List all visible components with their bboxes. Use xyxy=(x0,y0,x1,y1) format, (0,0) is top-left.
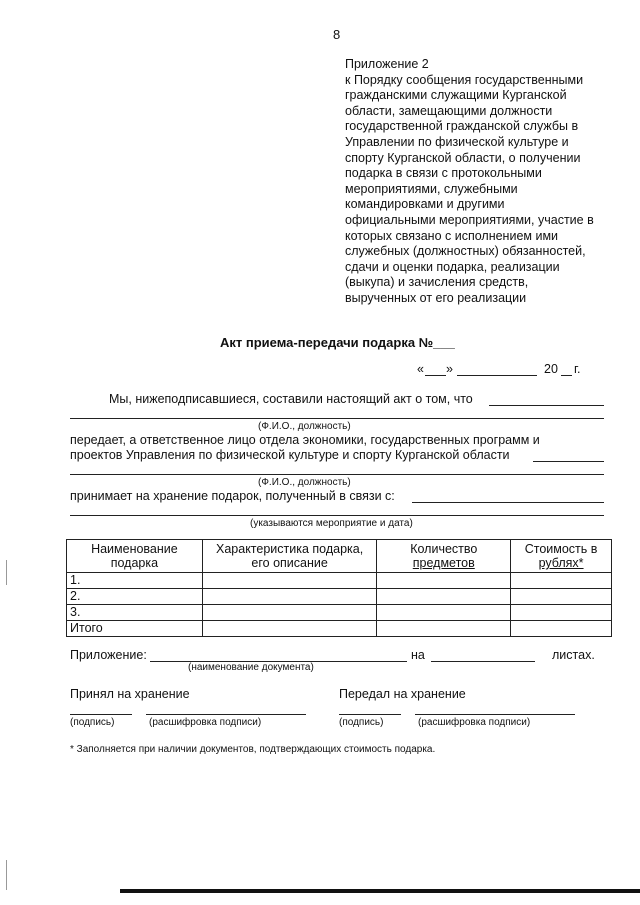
appendix-line: к Порядку сообщения государственными xyxy=(345,72,584,87)
col-header-cost xyxy=(511,540,612,573)
table-cell[interactable]: Итого xyxy=(67,621,203,637)
accepts-text: принимает на хранение подарок, полученный в связи с: xyxy=(70,489,395,503)
footnote: * Заполняется при наличии документов, подтверждающих стоимость подарка. xyxy=(70,744,436,755)
intro-fill-field[interactable] xyxy=(489,405,604,406)
receiver-fio-field[interactable] xyxy=(70,474,604,475)
scan-margin-mark xyxy=(6,860,7,890)
col-header-cost-line2: рублях* xyxy=(538,556,584,570)
table-cell[interactable] xyxy=(202,589,377,605)
event-date-field[interactable] xyxy=(70,515,604,516)
col-header-cost-line1: Стоимость в xyxy=(524,542,598,556)
appendix-line: области, замещающими должности xyxy=(345,103,553,118)
appendix-line: (выкупа) и зачисления средств, xyxy=(345,275,529,290)
table-row xyxy=(67,589,612,605)
table-cell[interactable] xyxy=(202,621,377,637)
table-cell[interactable] xyxy=(377,605,511,621)
accepted-signature-field[interactable] xyxy=(70,714,132,715)
accepted-decoding-note: (расшифровка подписи) xyxy=(149,717,262,728)
fio-note-2: (Ф.И.О., должность) xyxy=(258,477,351,488)
table-cell[interactable] xyxy=(511,589,612,605)
attachment-label: Приложение: xyxy=(70,648,147,662)
table-cell[interactable]: 3. xyxy=(67,605,203,621)
table-cell[interactable]: 2. xyxy=(67,589,203,605)
table-cell[interactable]: 1. xyxy=(67,573,203,589)
col-header-description-line1: Характеристика подарка, xyxy=(216,542,364,556)
table-cell[interactable] xyxy=(377,589,511,605)
col-header-description-line2: его описание xyxy=(251,556,328,570)
attachment-sheets: листах. xyxy=(552,648,595,662)
table-row xyxy=(67,605,612,621)
scan-bottom-edge xyxy=(120,889,640,893)
date-year-suffix: г. xyxy=(574,362,581,376)
table-total-row xyxy=(67,621,612,637)
table-cell[interactable] xyxy=(511,621,612,637)
accepted-decoding-field[interactable] xyxy=(146,714,306,715)
table-cell[interactable] xyxy=(202,605,377,621)
col-header-name-line2: подарка xyxy=(110,556,159,570)
document-title: Акт приема-передачи подарка №___ xyxy=(220,335,455,350)
appendix-line: которых связано с исполнением ими xyxy=(345,228,559,243)
table-cell[interactable] xyxy=(511,605,612,621)
appendix-line: вырученных от его реализации xyxy=(345,290,527,305)
table-header-row xyxy=(67,540,612,573)
transfers-text-1: передает, а ответственное лицо отдела экономики, государственных программ и xyxy=(70,433,540,447)
page-number: 8 xyxy=(333,27,341,42)
appendix-line: подарка в связи с протокольными xyxy=(345,166,542,181)
appendix-line: Приложение 2 xyxy=(345,57,429,71)
appendix-line: гражданскими служащими Курганской xyxy=(345,88,567,103)
col-header-quantity xyxy=(377,540,511,573)
fio-note-1: (Ф.И.О., должность) xyxy=(258,421,351,432)
handed-signature-field[interactable] xyxy=(339,714,401,715)
col-header-description xyxy=(202,540,377,573)
handed-decoding-note: (расшифровка подписи) xyxy=(418,717,531,728)
appendix-line: государственной гражданской службы в xyxy=(345,119,579,134)
date-year-field[interactable] xyxy=(561,375,572,376)
table-cell[interactable] xyxy=(511,573,612,589)
intro-text: Мы, нижеподписавшиеся, составили настоящий акт о том, что xyxy=(109,392,473,406)
col-header-quantity-line1: Количество xyxy=(410,542,478,556)
appendix-line: служебных (должностных) обязанностей, xyxy=(345,244,586,259)
receiver-fill-field[interactable] xyxy=(533,461,604,462)
date-day-field[interactable] xyxy=(425,375,446,376)
date-open-quote: « xyxy=(417,362,424,376)
table-cell[interactable] xyxy=(202,573,377,589)
appendix-line: мероприятиями, служебными xyxy=(345,181,518,196)
col-header-quantity-line2: предметов xyxy=(412,556,475,570)
appendix-line: Управлении по физической культуре и xyxy=(345,134,569,149)
accepted-signature-note: (подпись) xyxy=(70,717,115,728)
table-cell[interactable] xyxy=(377,573,511,589)
col-header-name-line1: Наименование xyxy=(91,542,178,556)
col-header-name xyxy=(67,540,203,573)
appendix-line: официальными мероприятиями, участие в xyxy=(345,212,594,227)
date-year-prefix: 20 xyxy=(544,362,558,376)
appendix-line: сдачи и оценки подарка, реализации xyxy=(345,259,560,274)
giver-fio-field[interactable] xyxy=(70,418,604,419)
handed-decoding-field[interactable] xyxy=(415,714,575,715)
attachment-note: (наименование документа) xyxy=(188,662,314,673)
appendix-line: командировками и другими xyxy=(345,197,505,212)
table-cell[interactable] xyxy=(377,621,511,637)
attachment-on: на xyxy=(411,648,425,662)
date-month-field[interactable] xyxy=(457,375,537,376)
table-row xyxy=(67,573,612,589)
event-note: (указываются мероприятие и дата) xyxy=(250,518,413,529)
appendix-line: спорту Курганской области, о получении xyxy=(345,150,581,165)
date-close-quote: » xyxy=(446,362,453,376)
handed-label: Передал на хранение xyxy=(339,687,466,701)
accepted-label: Принял на хранение xyxy=(70,687,190,701)
handed-signature-note: (подпись) xyxy=(339,717,384,728)
gift-table xyxy=(66,539,612,637)
appendix-block xyxy=(345,57,610,307)
scan-margin-mark xyxy=(6,560,7,585)
event-fill-field[interactable] xyxy=(412,502,604,503)
attachment-sheets-field[interactable] xyxy=(431,661,535,662)
transfers-text-2: проектов Управления по физической культуре и спорту Курганской области xyxy=(70,448,510,462)
